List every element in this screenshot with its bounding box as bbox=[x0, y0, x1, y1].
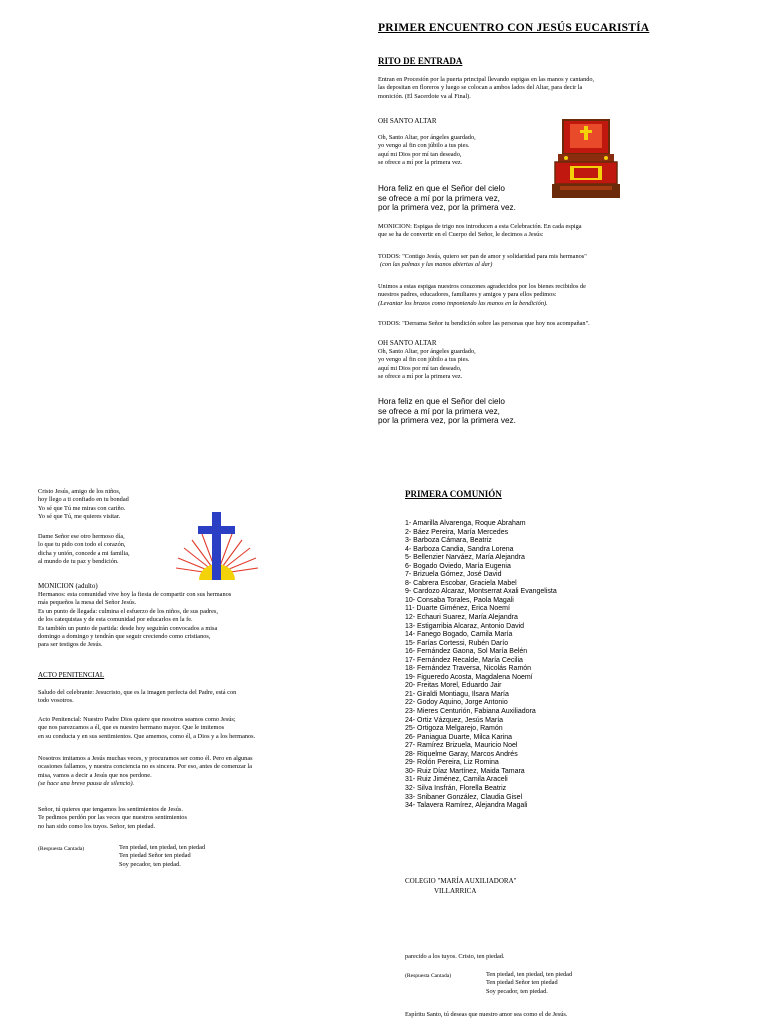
nosotros-line: misa, vamos a decir a Jesús que nos perdone. bbox=[38, 771, 152, 779]
monicion-line: Es también un punto de partida: desde hoy seguirán convocados a misa bbox=[38, 624, 218, 632]
oh-santo-title-2: OH SANTO ALTAR bbox=[378, 339, 437, 347]
respuesta-line: Soy pecador, ten piedad. bbox=[119, 860, 181, 868]
monicion-line: para ser testigos de Jesús. bbox=[38, 641, 103, 649]
verse-line: se ofrece a mí por la primera vez. bbox=[378, 373, 463, 381]
entrada-line: monición. (El Sacerdote va al Final). bbox=[378, 92, 471, 100]
respuesta-label: (Respuesta Cantada) bbox=[38, 846, 85, 852]
verse-line: al mundo de tu paz y bendición. bbox=[38, 558, 119, 566]
monicion-line: más pequeños la mesa del Señor Jesús. bbox=[38, 599, 137, 607]
names-list bbox=[405, 520, 557, 811]
list-item: 12- Echauri Suarez, María Alejandra bbox=[405, 614, 518, 622]
list-item: 31- Ruiz Jiménez, Camila Araceli bbox=[405, 776, 508, 784]
oh-santo-title: OH SANTO ALTAR bbox=[378, 117, 437, 125]
list-item: 28- Riquelme Garay, Marcos Andrés bbox=[405, 750, 518, 758]
refrain-line: se ofrece a mí por la primera vez, bbox=[378, 406, 500, 416]
refrain-line: por la primera vez, por la primera vez. bbox=[378, 416, 516, 426]
list-item: 27- Ramírez Brizuela, Mauricio Noel bbox=[405, 742, 518, 750]
senor-line: Te pedimos perdón por las veces que nuestros sentimientos bbox=[38, 814, 187, 822]
cristo-verse bbox=[38, 488, 129, 522]
oh-santo-verse-2 bbox=[378, 348, 476, 382]
list-item: 25- Ortigoza Melgarejo, Ramón bbox=[405, 725, 503, 733]
list-item: 1- Amarilla Alvarenga, Roque Abraham bbox=[405, 520, 526, 527]
hora-feliz-refrain bbox=[378, 184, 516, 213]
senor-line: Señor, tú quieres que tengamos los sentimientos de Jesús. bbox=[38, 806, 183, 813]
list-item: 32- Silva Insfrán, Florella Beatriz bbox=[405, 784, 507, 792]
colegio-name: COLEGIO "MARÍA AUXILIADORA" bbox=[405, 877, 517, 885]
list-item: 19- Figueredo Acosta, Magdalena Noemí bbox=[405, 673, 533, 681]
monicion-paragraph bbox=[378, 223, 582, 240]
acto-line: en su conducta y en sus sentimientos. Que amemos, como él, a Dios y a los hermanos. bbox=[38, 732, 256, 740]
list-item: 17- Fernández Recalde, María Cecilia bbox=[405, 656, 523, 664]
list-item: 21- Giraldi Montiagu, Ilsara María bbox=[405, 690, 509, 698]
verse-line: Yo sé que Tú me miras con cariño. bbox=[38, 504, 126, 512]
refrain-line: se ofrece a mí por la primera vez, bbox=[378, 193, 500, 203]
nosotros-line: ocasiones fallamos, y nuestra conciencia no es sincera. Por eso, antes de comenzar la bbox=[38, 763, 253, 771]
refrain-line: Hora feliz en que el Señor del cielo bbox=[378, 184, 505, 193]
acto-penitencial-heading: ACTO PENITENCIAL bbox=[38, 671, 105, 679]
cross-icon bbox=[172, 508, 262, 588]
todos-response-2: TODOS: "Derrama Señor tu bendición sobre las personas que hoy nos acompañan". bbox=[378, 320, 590, 327]
monicion-line: Hermanos: esta comunidad vive hoy la fiesta de compartir con sus hermanos bbox=[38, 591, 232, 598]
list-item: 34- Talavera Ramírez, Alejandra Magali bbox=[405, 802, 528, 810]
respuesta-cantada-2 bbox=[486, 971, 572, 996]
list-item: 14- Fanego Bogado, Camila María bbox=[405, 631, 513, 639]
page-title: PRIMER ENCUENTRO CON JESÚS EUCARISTÍA bbox=[378, 22, 650, 34]
todos-note: (con las palmas y las manos abiertas al dar) bbox=[380, 261, 493, 269]
list-item: 33- Snibaner González, Claudia Gisel bbox=[405, 793, 523, 801]
list-item: 13- Estigarribia Alcaraz, Antonio David bbox=[405, 622, 525, 630]
acto-paragraph bbox=[38, 716, 255, 741]
list-item: 29- Rolón Pereira, Liz Romina bbox=[405, 759, 499, 767]
list-item: 22- Godoy Aquino, Jorge Antonio bbox=[405, 699, 508, 707]
list-item: 2- Báez Pereira, María Mercedes bbox=[405, 528, 509, 536]
refrain-line: por la primera vez, por la primera vez. bbox=[378, 203, 516, 213]
dame-verse bbox=[38, 533, 130, 567]
verse-line: yo vengo al fin con júbilo a tus pies. bbox=[378, 356, 470, 364]
unimos-paragraph bbox=[378, 283, 586, 308]
monicion-line: de los catequistas y de esta comunidad por educarlos en la fe. bbox=[38, 616, 193, 624]
todos-response-1 bbox=[378, 253, 587, 270]
senor-paragraph bbox=[38, 806, 187, 831]
acto-line: que nos parezcamos a él, que es nuestro hermano mayor. Que le imitemos bbox=[38, 724, 225, 732]
respuesta-line: Ten piedad Señor ten piedad bbox=[486, 979, 558, 987]
list-item: 16- Fernández Gaona, Sol María Belén bbox=[405, 648, 528, 656]
respuesta-cantada bbox=[119, 844, 205, 869]
monicion-line: MONICION: Espigas de trigo nos introducen a esta Celebración. En cada espiga bbox=[378, 223, 582, 230]
primera-comunion-heading: PRIMERA COMUNIÓN bbox=[405, 489, 502, 499]
verse-line: Oh, Santo Altar, por ángeles guardado, bbox=[378, 348, 476, 355]
list-item: 30- Ruiz Díaz Martínez, Maida Tamara bbox=[405, 767, 525, 775]
nosotros-paragraph bbox=[38, 755, 253, 789]
list-item: 23- Mieres Centurión, Fabiana Auxiliadora bbox=[405, 708, 536, 716]
todos-line: TODOS: "Contigo Jesús, quiero ser pan de amor y solidaridad para mis hermanos" bbox=[378, 253, 587, 260]
pausa-note: (se hace una breve pausa de silencio). bbox=[38, 780, 135, 788]
oh-santo-verse bbox=[378, 134, 476, 168]
verse-line: se ofrece a mí por la primera vez. bbox=[378, 159, 463, 167]
saludo-line: todo vosotros. bbox=[38, 697, 74, 705]
list-item: 20- Freitas Morel, Eduardo Jair bbox=[405, 682, 502, 690]
list-item: 5- Bellenzier Narváez, María Alejandra bbox=[405, 554, 525, 562]
entrada-paragraph bbox=[378, 76, 718, 101]
monicion-line: domingo a domingo y tendrán que seguir creciendo como cristianos, bbox=[38, 633, 211, 641]
acto-line: Acto Penitencial: Nuestro Padre Dios quiere que nosotros seamos como Jesús; bbox=[38, 716, 236, 723]
nosotros-line: Nosotros imitamos a Jesús muchas veces, y procuramos ser como él. Pero en algunas bbox=[38, 755, 253, 762]
verse-line: lo que tu pido con todo el corazón, bbox=[38, 541, 126, 549]
monicion-line: Es un punto de llegada: culmina el esfuerzo de los niños, de sus padres, bbox=[38, 607, 218, 615]
rito-heading: RITO DE ENTRADA bbox=[378, 56, 463, 66]
list-item: 11- Duarte Giménez, Erica Noemí bbox=[405, 605, 510, 613]
entrada-line: las depositan en floreros y luego se colocan a ambos lados del Altar, para decir la bbox=[378, 84, 583, 92]
monicion-line: que se ha de convertir en el Cuerpo del Señor, le decimos a Jesús: bbox=[378, 231, 544, 239]
verse-line: aquí mi Dios por mí tan deseado, bbox=[378, 150, 462, 158]
verse-line: yo vengo al fin con júbilo a tus pies. bbox=[378, 142, 470, 150]
hora-feliz-refrain-2 bbox=[378, 397, 516, 426]
list-item: 15- Farías Cortessi, Rubén Darío bbox=[405, 639, 509, 647]
verse-line: Yo sé que Tú, me quieres visitar. bbox=[38, 513, 121, 521]
list-item: 7- Brizuela Gómez, José David bbox=[405, 571, 502, 579]
verse-line: Oh, Santo Altar, por ángeles guardado, bbox=[378, 134, 476, 141]
monicion-adulto-title: MONICION (adulto) bbox=[38, 582, 98, 590]
respuesta-line: Soy pecador, ten piedad. bbox=[486, 987, 548, 995]
unimos-line: nuestros padres, educadores, familiares y amigos y para ellos pedimos: bbox=[378, 291, 557, 299]
respuesta-line: Ten piedad Señor ten piedad bbox=[119, 852, 191, 860]
saludo-line: Saludo del celebrante: Jesucristo, que es la imagen perfecta del Padre, está con bbox=[38, 689, 237, 696]
senor-line: no han sido como los tuyos. Señor, ten piedad. bbox=[38, 822, 156, 830]
parecido-line: parecido a los tuyos. Cristo, ten piedad. bbox=[405, 953, 505, 960]
refrain-line: Hora feliz en que el Señor del cielo bbox=[378, 397, 505, 406]
list-item: 8- Cabrera Escobar, Graciela Mabel bbox=[405, 579, 517, 587]
list-item: 10- Consaba Torales, Paola Magali bbox=[405, 596, 514, 604]
list-item: 9- Cardozo Alcaraz, Montserrat Axali Evangelista bbox=[405, 588, 557, 596]
unimos-note: (Levantar los brazos como imponiendo las manos en la bendición). bbox=[378, 299, 548, 307]
verse-line: Cristo Jesús, amigo de los niños, bbox=[38, 488, 121, 495]
altar-icon bbox=[550, 116, 622, 202]
respuesta-label-2: (Respuesta Cantada) bbox=[405, 973, 452, 979]
espiritu-line: Espíritu Santo, tú deseas que nuestro amor sea como el de Jesús. bbox=[405, 1011, 568, 1018]
list-item: 4- Barboza Candia, Sandra Lorena bbox=[405, 545, 514, 553]
list-item: 24- Ortiz Vázquez, Jesús María bbox=[405, 716, 504, 724]
saludo-paragraph bbox=[38, 689, 236, 706]
verse-line: hoy llego a ti confiado en tu bondad bbox=[38, 496, 129, 504]
verse-line: Dame Señor ese otro hermoso día, bbox=[38, 533, 125, 540]
list-item: 3- Barboza Cámara, Beatriz bbox=[405, 537, 492, 545]
respuesta-line: Ten piedad, ten piedad, ten piedad bbox=[486, 971, 573, 978]
verse-line: aquí mi Dios por mí tan deseado, bbox=[378, 364, 462, 372]
unimos-line: Unimos a estas espigas nuestros corazones agradecidos por los bienes recibidos de bbox=[378, 283, 586, 290]
monicion-adulto-paragraph bbox=[38, 591, 231, 650]
list-item: 6- Bogado Oviedo, María Eugenia bbox=[405, 562, 511, 570]
colegio-city: VILLARRICA bbox=[434, 887, 477, 895]
respuesta-line: Ten piedad, ten piedad, ten piedad bbox=[119, 844, 206, 851]
verse-line: dicha y unión, concede a mi familia, bbox=[38, 549, 130, 557]
entrada-line: Entran en Procesión por la puerta principal llevando espigas en las manos y cantando, bbox=[378, 76, 595, 83]
list-item: 26- Paniagua Duarte, Milca Karina bbox=[405, 733, 513, 741]
list-item: 18- Fernández Traversa, Nicolás Ramón bbox=[405, 665, 532, 673]
